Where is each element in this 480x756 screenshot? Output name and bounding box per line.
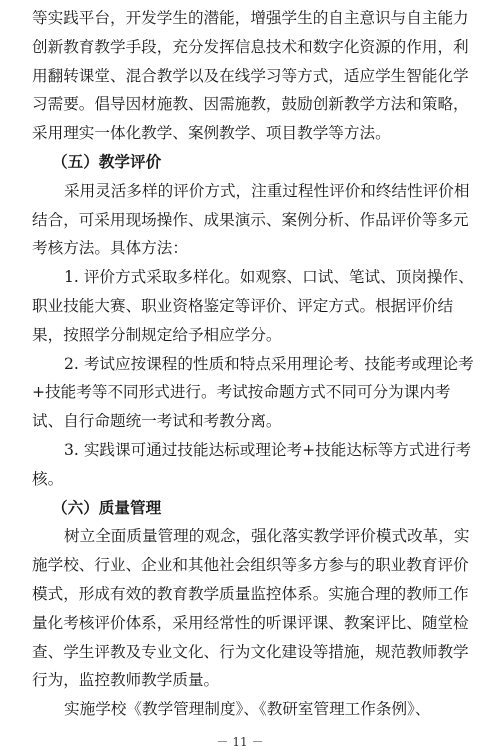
text-line: [0, 436, 480, 464]
text-line: [0, 90, 480, 118]
text-line: [0, 33, 480, 61]
text-line: [0, 378, 480, 406]
line-text: 2. 考试应按课程的性质和特点采用理论考、技能考或理论考: [64, 354, 474, 373]
page-number: － 11 －: [216, 735, 264, 749]
text-line: [0, 350, 480, 378]
text-line: [0, 4, 480, 32]
text-line: [0, 609, 480, 637]
line-text: 采用理实一体化教学、案例教学、项目教学等方法。: [32, 124, 391, 143]
line-text: 结合，可采用现场操作、成果演示、案例分析、作品评价等多元: [32, 210, 469, 229]
line-text: 树立全面质量管理的观念，强化落实教学评价模式改革，实: [64, 527, 470, 546]
text-line: [0, 321, 480, 349]
section-heading: [0, 494, 480, 522]
line-text: 用翻转课堂、混合教学以及在线学习等方式，适应学生智能化学: [32, 66, 469, 85]
text-line: [0, 407, 480, 435]
line-text: 果，按照学分制规定给予相应学分。: [32, 325, 282, 344]
line-text: 考核方法。具体方法：: [32, 239, 188, 258]
text-line: [0, 695, 480, 723]
line-text: 模式，形成有效的教育教学质量监控体系。实施合理的教师工作: [32, 585, 469, 603]
line-text: 核。: [32, 469, 64, 488]
line-text: 行为，监控教师教学质量。: [32, 671, 220, 690]
line-text: 试、自行命题统一考试和考教分离。: [32, 412, 282, 431]
line-text: 3. 实践课可通过技能达标或理论考+技能达标等方式进行考: [64, 441, 472, 459]
text-line: [0, 638, 480, 666]
heading-text: （五）教学评价: [52, 152, 162, 171]
line-text: 量化考核评价体系，采用经常性的听课评课、教案评比、随堂检: [32, 613, 469, 632]
line-text: 施学校、行业、企业和其他社会组织等多方参与的职业教育评价: [32, 556, 469, 575]
line-text: 职业技能大赛、职业资格鉴定等评价、评定方式。根据评价结: [32, 297, 454, 315]
heading-text: （六）质量管理: [52, 497, 162, 517]
text-line: [0, 263, 480, 291]
line-text: 创新教育教学手段，充分发挥信息技术和数字化资源的作用，利: [32, 37, 469, 56]
text-line: [0, 292, 480, 320]
text-line: [0, 206, 480, 234]
line-text: 1. 评价方式采取多样化。如观察、口试、笔试、顶岗操作、: [64, 268, 474, 287]
section-heading: [0, 148, 480, 176]
line-text: +技能考等不同形式进行。考试按命题方式不同可分为课内考: [32, 383, 451, 402]
line-text: 等实践平台，开发学生的潜能，增强学生的自主意识与自主能力: [32, 9, 469, 27]
text-line: [0, 666, 480, 694]
text-line: [0, 551, 480, 579]
line-text: 采用灵活多样的评价方式，注重过程性评价和终结性评价相: [64, 181, 470, 200]
text-line: [0, 177, 480, 205]
line-text: 实施学校《教学管理制度》、《教研室管理工作条例》、: [64, 700, 431, 719]
line-text: 查、学生评教及专业文化、行为文化建设等措施，规范教师教学: [32, 642, 469, 661]
text-line: [0, 522, 480, 550]
text-line: [0, 119, 480, 147]
text-line: [0, 580, 480, 608]
text-line: [0, 62, 480, 90]
text-line: [0, 465, 480, 493]
line-text: 习需要。倡导因材施教、因需施教，鼓励创新教学方法和策略，: [32, 95, 469, 114]
text-line: [0, 234, 480, 262]
